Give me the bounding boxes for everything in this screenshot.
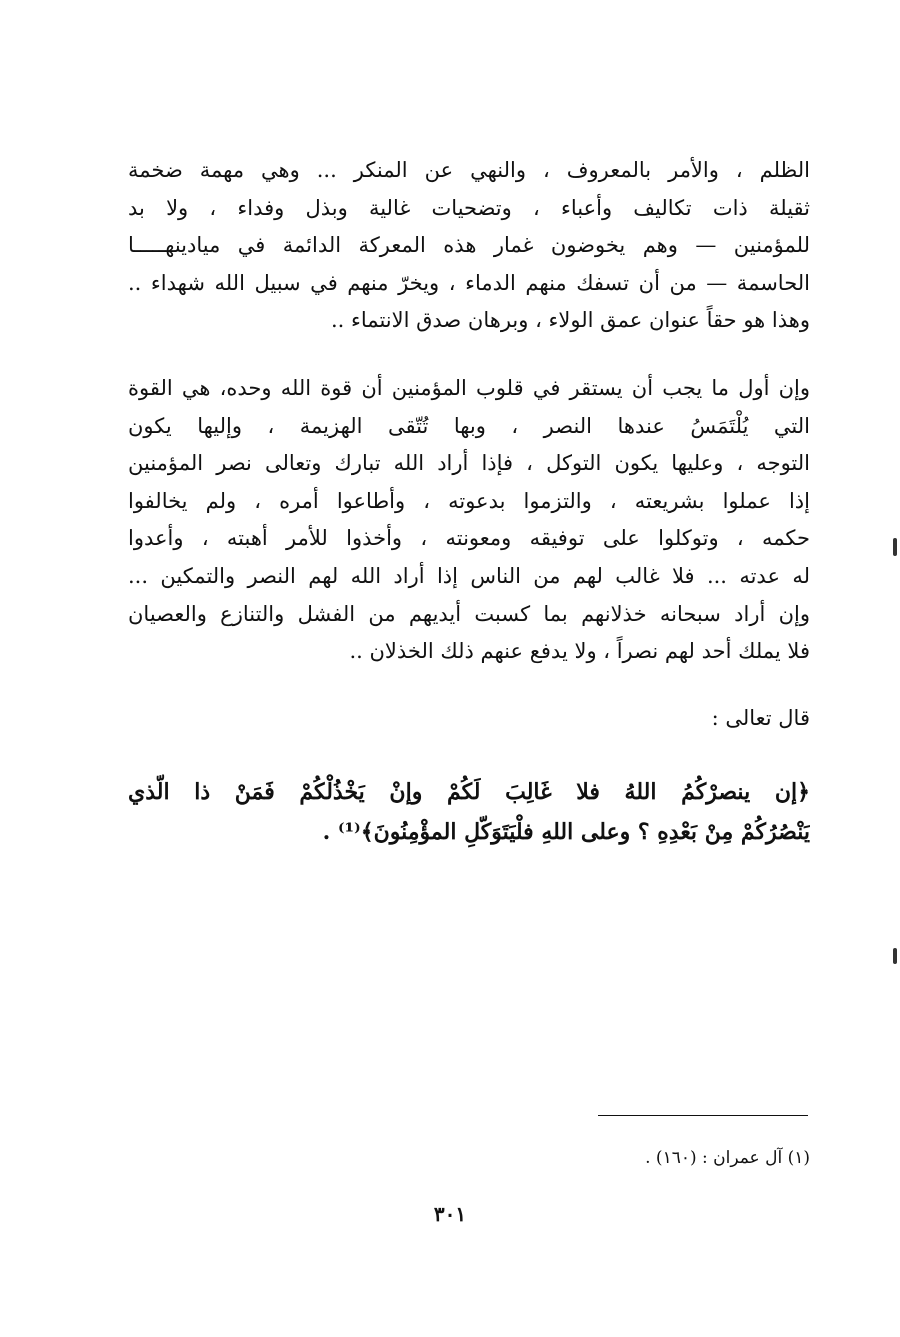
text-line: التوجه ، وعليها يكون التوكل ، فإذا أراد الله تبارك وتعالى نصر المؤمنين — [128, 451, 810, 476]
footnote-divider — [598, 1115, 808, 1116]
verse-intro — [128, 700, 810, 738]
text-line: التي يُلْتَمَسُ عندها النصر ، وبها تُتّقى الهزيمة ، وإليها يكون — [128, 413, 810, 438]
text-line: وإن أراد سبحانه خذلانهم بما كسبت أيديهم من الفشل والتنازع والعصيان — [128, 601, 810, 626]
text-line: الظلم ، والأمر بالمعروف ، والنهي عن المنكر ... وهي مهمة ضخمة — [128, 158, 810, 182]
paragraph-2 — [128, 370, 810, 671]
verse-intro-text: قال تعالى : — [711, 706, 810, 730]
paragraph-1 — [128, 152, 810, 340]
text-line: الحاسمة — من أن تسفك منهم الدماء ، ويخرّ منهم في سبيل الله شهداء .. — [128, 270, 810, 295]
text-line: له عدته ... فلا غالب لهم من الناس إذا أراد الله لهم النصر والتمكين ... — [128, 563, 810, 588]
verse-line: ﴿إن ينصرْكُمُ اللهُ فلا غَالِبَ لَكُمْ وإنْ يَخْذُلْكُمْ فَمَنْ ذا الّذي — [128, 779, 810, 805]
text-line: للمؤمنين — وهم يخوضون غمار هذه المعركة الدائمة في ميادينهـــــا — [128, 233, 810, 258]
text-line: ثقيلة ذات تكاليف وأعباء ، وتضحيات غالية وبذل وفداء ، ولا بد — [128, 195, 810, 220]
page-number: ٣٠١ — [433, 1202, 467, 1226]
quran-verse — [128, 772, 810, 852]
footnote: (١) آل عمران : (١٦٠) . — [645, 1148, 810, 1168]
text-line: وهذا هو حقاً عنوان عمق الولاء ، وبرهان صدق الانتماء .. — [331, 308, 810, 333]
text-line: حكمه ، وتوكلوا على توفيقه ومعونته ، وأخذوا للأمر أهبته ، وأعدوا — [128, 526, 810, 551]
text-line: إذا عملوا بشريعته ، والتزموا بدعوته ، وأطاعوا أمره ، ولم يخالفوا — [128, 488, 810, 513]
margin-mark — [893, 948, 897, 964]
verse-line: يَنْصُرُكُمْ مِنْ بَعْدِهِ ؟ وعلى اللهِ فلْيَتَوَكّلِ المؤْمِنُونَ﴾⁽¹⁾ . — [322, 819, 810, 845]
text-line: فلا يملك أحد لهم نصراً ، ولا يدفع عنهم ذلك الخذلان .. — [349, 639, 810, 664]
text-line: وإن أول ما يجب أن يستقر في قلوب المؤمنين أن قوة الله وحده، هي القوة — [128, 376, 810, 400]
margin-mark — [893, 538, 897, 556]
